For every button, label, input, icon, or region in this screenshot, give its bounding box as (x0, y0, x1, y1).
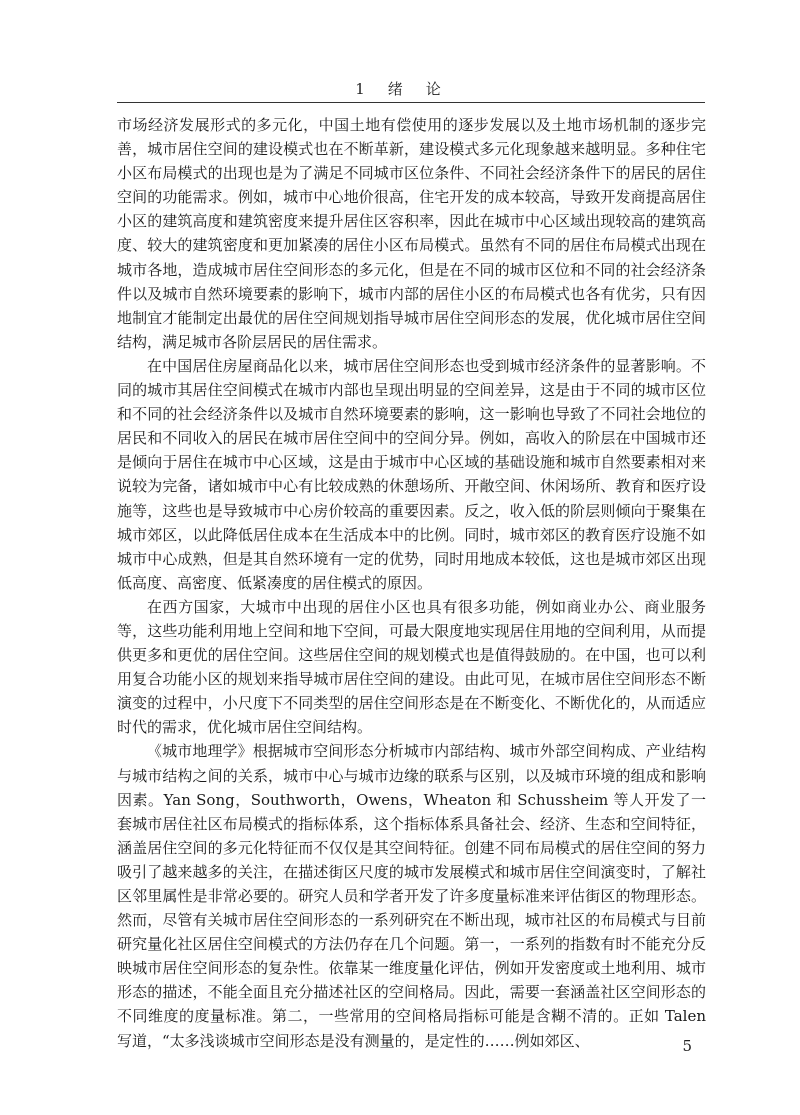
paragraph-1: 市场经济发展形式的多元化，中国土地有偿使用的逐步发展以及土地市场机制的逐步完善，城市居住空间的建设模式也在不断革新，建设模式多元化现象越来越明显。多种住宅小区布局模式的出现也是为了满足不同城市区位条件、不同社会经济条件下的居民的居住空间的功能需求。例如，城市中心地价很高，住宅开发的成本较高，导致开发商提高居住小区的建筑高度和建筑密度来提升居住区容积率，因此在城市中心区域出现较高的建筑高度、较大的建筑密度和更加紧凑的居住小区布局模式。虽然有不同的居住布局模式出现在城市各地，造成城市居住空间形态的多元化，但是在不同的城市区位和不同的社会经济条件以及城市自然环境要素的影响下，城市内部的居住小区的布局模式也各有优劣，只有因地制宜才能制定出最优的居住空间规划指导城市居住空间形态的发展，优化城市居住空间结构，满足城市各阶层居民的居住需求。 (117, 116, 706, 351)
running-header: 1 绪 论 (355, 80, 445, 98)
paragraph-4: 《城市地理学》根据城市空间形态分析城市内部结构、城市外部空间构成、产业结构与城市结构之间的关系，城市中心与城市边缘的联系与区别，以及城市环境的组成和影响因素。Yan Song，Southworth，Owens，Wheaton 和 Schussheim 等人开发了一套城市居住社区布局模式的指标体系，这个指标体系具备社会、经济、生态和空间特征，涵盖居住空间的多元化特征而不仅仅是其空间特征。创建不同布局模式的居住空间的努力吸引了越来越多的关注，在描述街区尺度的城市发展模式和城市居住空间演变时，了解社区邻里属性是非常必要的。研究人员和学者开发了许多度量标准来评估街区的物理形态。然而，尽管有关城市居住空间形态的一系列研究在不断出现，城市社区的布局模式与目前研究量化社区居住空间模式的方法仍存在几个问题。第一，一系列的指数有时不能充分反映城市居住空间形态的复杂性。依靠某一维度量化评估，例如开发密度或土地利用、城市形态的描述，不能全面且充分描述社区的空间格局。因此，需要一套涵盖社区空间形态的不同维度的度量标准。第二，一些常用的空间格局指标可能是含糊不清的。正如 Talen 写道，“太多浅谈城市空间形态是没有测量的，是定性的……例如郊区、 (117, 742, 706, 1050)
header-divider (117, 102, 705, 103)
paragraph-2: 在中国居住房屋商品化以来，城市居住空间形态也受到城市经济条件的显著影响。不同的城市其居住空间模式在城市内部也呈现出明显的空间差异，这是由于不同的城市区位和不同的社会经济条件以及城市自然环境要素的影响，这一影响也导致了不同社会地位的居民和不同收入的居民在城市居住空间中的空间分异。例如，高收入的阶层在中国城市还是倾向于居住在城市中心区域，这是由于城市中心区域的基础设施和城市自然要素相对来说较为完备，诸如城市中心有比较成熟的休憩场所、开敞空间、休闲场所、教育和医疗设施等，这些也是导致城市中心房价较高的重要因素。反之，收入低的阶层则倾向于聚集在城市郊区，以此降低居住成本在生活成本中的比例。同时，城市郊区的教育医疗设施不如城市中心成熟，但是其自然环境有一定的优势，同时用地成本较低，这也是城市郊区出现低高度、高密度、低紧凑度的居住模式的原因。 (117, 356, 706, 592)
body-text (117, 113, 706, 1053)
page-number: 5 (682, 1037, 692, 1055)
paragraph-3: 在西方国家，大城市中出现的居住小区也具有很多功能，例如商业办公、商业服务等，这些功能利用地上空间和地下空间，可最大限度地实现居住用地的空间利用，从而提供更多和更优的居住空间。这些居住空间的规划模式也是值得鼓励的。在中国，也可以利用复合功能小区的规划来指导城市居住空间的建设。由此可见，在城市居住空间形态不断演变的过程中，小尺度下不同类型的居住空间形态是在不断变化、不断优化的，从而适应时代的需求，优化城市居住空间结构。 (117, 597, 706, 737)
